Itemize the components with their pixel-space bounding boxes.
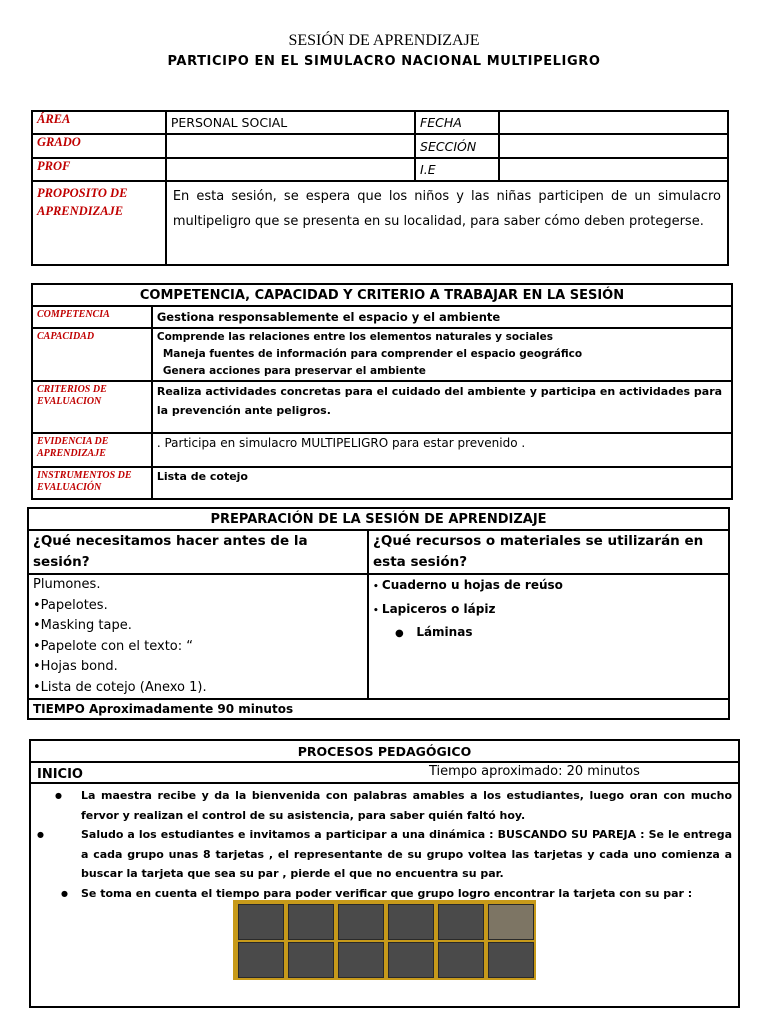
criterios-value: Realiza actividades concretas para el cuidado del ambiente y participa en actividades para la prevención ante peligros. bbox=[152, 381, 732, 433]
prof-label: PROF bbox=[32, 158, 166, 181]
capacidad-label: CAPACIDAD bbox=[32, 328, 152, 381]
bullet-icon: ● bbox=[395, 628, 404, 639]
card bbox=[388, 942, 434, 978]
col2-item: ● Láminas bbox=[395, 625, 473, 639]
grado-label: GRADO bbox=[32, 134, 166, 158]
col1-item: •Hojas bond. bbox=[33, 659, 118, 674]
bullet-icon: • bbox=[373, 605, 382, 616]
col2-item: • Lapiceros o lápiz bbox=[373, 601, 496, 616]
grado-value bbox=[166, 134, 415, 158]
preparacion-heading: PREPARACIÓN DE LA SESIÓN DE APRENDIZAJE bbox=[28, 508, 729, 530]
ie-value bbox=[499, 158, 728, 181]
proc-item: ● Saludo a los estudiantes e invitamos a participar a una dinámica : BUSCANDO SU PAREJA : Se le entrega a cada grupo unas 8 tarjetas , el representante de su grupo voltea las tarjetas y cada uno comienza a buscar la tarjeta que sea su par , pierde el que no encuentra su par. bbox=[57, 825, 732, 884]
evidencia-label: EVIDENCIA DE APRENDIZAJE bbox=[32, 433, 152, 467]
proposito-label: PROPOSITO DE APRENDIZAJE bbox=[32, 181, 166, 265]
procesos-heading: PROCESOS PEDAGÓGICO bbox=[30, 740, 739, 762]
col1-heading: ¿Qué necesitamos hacer antes de la sesión? bbox=[28, 530, 368, 574]
document-subtitle: PARTICIPO EN EL SIMULACRO NACIONAL MULTIPELIGRO bbox=[167, 54, 601, 69]
card bbox=[488, 904, 534, 940]
card bbox=[338, 942, 384, 978]
capacidad-item: Comprende las relaciones entre los elementos naturales y sociales bbox=[156, 331, 554, 343]
card bbox=[288, 942, 334, 978]
competencia-label: COMPETENCIA bbox=[32, 306, 152, 328]
capacidad-item: Maneja fuentes de información para comprender el espacio geográfico bbox=[162, 348, 583, 360]
bullet-icon: ● bbox=[37, 830, 44, 839]
instrumentos-value: Lista de cotejo bbox=[152, 467, 732, 499]
card bbox=[288, 904, 334, 940]
competencia-value: Gestiona responsablemente el espacio y el ambiente bbox=[152, 306, 732, 328]
proc-item: ● La maestra recibe y da la bienvenida con palabras amables a los estudiantes, luego oran con mucho fervor y realizan el control de su asistencia, para saber quién faltó hoy. bbox=[81, 786, 732, 825]
inicio-time: Tiempo aproximado: 20 minutos bbox=[429, 764, 640, 779]
info-table bbox=[31, 110, 729, 266]
col1-item: •Masking tape. bbox=[33, 618, 132, 633]
tiempo-row: TIEMPO Aproximadamente 90 minutos bbox=[28, 699, 729, 719]
proposito-value: En esta sesión, se espera que los niños y las niñas participen de un simulacro multipeligro que se presenta en su localidad, para saber cómo deben protegerse. bbox=[166, 181, 728, 265]
criterios-label: CRITERIOS DE EVALUACION bbox=[32, 381, 152, 433]
bullet-icon: ● bbox=[55, 791, 62, 800]
seccion-value bbox=[499, 134, 728, 158]
area-value: PERSONAL SOCIAL bbox=[166, 111, 415, 134]
card bbox=[438, 904, 484, 940]
col2-item: • Cuaderno u hojas de reúso bbox=[373, 578, 563, 592]
col2-list bbox=[368, 574, 729, 699]
ie-label: I.E bbox=[415, 158, 499, 181]
col1-item: Plumones. bbox=[33, 577, 101, 592]
capacidad-item: Genera acciones para preservar el ambiente bbox=[162, 365, 426, 377]
bullet-icon: • bbox=[373, 582, 382, 592]
col2-heading: ¿Qué recursos o materiales se utilizarán en esta sesión? bbox=[368, 530, 729, 574]
competencia-table bbox=[31, 283, 733, 500]
fecha-value bbox=[499, 111, 728, 134]
bullet-icon: ● bbox=[61, 888, 68, 898]
proc-item: ● Se toma en cuenta el tiempo para poder verificar que grupo logro encontrar la tarjeta con su par : bbox=[81, 884, 732, 904]
inicio-label: INICIO bbox=[37, 767, 83, 782]
capacidad-values bbox=[152, 328, 732, 381]
document-title: SESIÓN DE APRENDIZAJE bbox=[288, 32, 480, 49]
card bbox=[238, 904, 284, 940]
seccion-label: SECCIÓN bbox=[415, 134, 499, 158]
card bbox=[488, 942, 534, 978]
col1-list bbox=[28, 574, 368, 699]
preparacion-table bbox=[27, 507, 730, 720]
instrumentos-label: INSTRUMENTOS DE EVALUACIÓN bbox=[32, 467, 152, 499]
col1-item: •Papelote con el texto: “ bbox=[33, 638, 194, 654]
area-label: ÁREA bbox=[32, 111, 166, 134]
prof-value bbox=[166, 158, 415, 181]
fecha-label: FECHA bbox=[415, 111, 499, 134]
competencia-heading: COMPETENCIA, CAPACIDAD Y CRITERIO A TRABAJAR EN LA SESIÓN bbox=[32, 284, 732, 306]
memory-cards-image bbox=[233, 900, 536, 980]
inicio-row bbox=[30, 762, 739, 783]
evidencia-value: . Participa en simulacro MULTIPELIGRO para estar prevenido . bbox=[152, 433, 732, 467]
card bbox=[238, 942, 284, 978]
card bbox=[438, 942, 484, 978]
card bbox=[338, 904, 384, 940]
col1-item: •Lista de cotejo (Anexo 1). bbox=[33, 679, 207, 695]
col1-item: •Papelotes. bbox=[33, 597, 108, 613]
card bbox=[388, 904, 434, 940]
